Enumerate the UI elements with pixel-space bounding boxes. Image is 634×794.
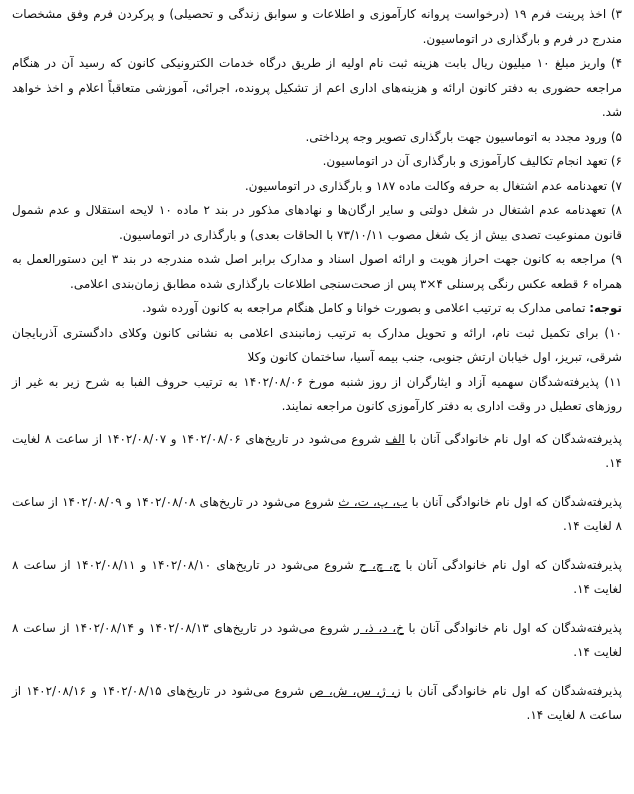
letter-group: خ، د، ذ، ر — [354, 620, 404, 635]
note-text: تمامی مدارک به ترتیب اعلامی و بصورت خوانا و کامل هنگام مراجعه به کانون آورده شود. — [142, 301, 590, 315]
schedule-row: پذیرفته‌شدگان که اول نام خانوادگی آنان با ب، پ، ت، ث شروع می‌شود در تاریخ‌های ۱۴۰۲/۰۸/۰۸ و ۱۴۰۲/۰۸/۰۹ از ساعت ۸ لغایت ۱۴. — [12, 494, 623, 533]
schedule-row: پذیرفته‌شدگان که اول نام خانوادگی آنان با الف شروع می‌شود در تاریخ‌های ۱۴۰۲/۰۸/۰۶ و ۱۴۰۲/۰۸/۰۷ از ساعت ۸ لغایت ۱۴. — [12, 431, 622, 470]
letter-group: ج، چ، ح — [359, 557, 401, 572]
letter-group: ز، ژ، س، ش، ص — [309, 683, 401, 698]
schedule-row: پذیرفته‌شدگان که اول نام خانوادگی آنان با خ، د، ذ، ر شروع می‌شود در تاریخ‌های ۱۴۰۲/۰۸/۱۳ و ۱۴۰۲/۰۸/۱۴ از ساعت ۸ لغایت ۱۴. — [12, 620, 622, 659]
item-5: ۵) ورود مجدد به اتوماسیون جهت بارگذاری تصویر وجه پرداختی. — [305, 129, 622, 144]
item-6: ۶) تعهد انجام تکالیف کارآموزی و بارگذاری آن در اتوماسیون. — [322, 154, 622, 168]
schedule-row: پذیرفته‌شدگان که اول نام خانوادگی آنان با ز، ژ، س، ش، ص شروع می‌شود در تاریخ‌های ۱۴۰۲/۰۸/۱۵ و ۱۴۰۲/۰۸/۱۶ از ساعت ۸ لغایت ۱۴. — [12, 683, 622, 722]
letter-group: ب، پ، ت، ث — [338, 494, 408, 509]
item-11: ۱۱) پذیرفته‌شدگان سهمیه آزاد و ایثارگران از روز شنبه مورخ ۱۴۰۲/۰۸/۰۶ به ترتیب حروف الفبا به شرح زیر به غیر از روزهای تعطیل در وقت اداری به دفتر کارآموزی کانون مراجعه نمایند. — [12, 374, 622, 413]
item-7: ۷) تعهدنامه عدم اشتغال به حرفه وکالت ماده ۱۸۷ و بارگذاری در اتوماسیون. — [244, 178, 622, 193]
item-8: ۸) تعهدنامه عدم اشتغال در شغل دولتی و سایر ارگان‌ها و نهادهای مذکور در بند ۲ ماده ۱۰ لایحه استقلال و عدم شمول قانون ممنوعیت تصدی بیش از یک شغل مصوب ۷۳/۱۰/۱۱ با الحاقات بعدی) و بارگذاری در اتوماسیون. — [12, 203, 622, 242]
item-3: ۳) اخذ پرینت فرم ۱۹ (درخواست پروانه کارآموزی و اطلاعات و سوابق زندگی و تحصیلی) و پرکردن فرم وفق مشخصات مندرج در فرم و بارگذاری در اتوماسیون. — [12, 7, 622, 46]
item-10: ۱۰) برای تکمیل ثبت نام، ارائه و تحویل مدارک به ترتیب زمانبندی اعلامی به نشانی کانون وکلای دادگستری آذربایجان شرقی، تبریز، اول خیابان ارتش جنوبی، جنب بیمه آسیا، ساختمان کانون وکلا — [12, 325, 622, 364]
schedule-row: پذیرفته‌شدگان که اول نام خانوادگی آنان با ج، چ، ح شروع می‌شود در تاریخ‌های ۱۴۰۲/۰۸/۱۰ و ۱۴۰۲/۰۸/۱۱ از ساعت ۸ لغایت ۱۴. — [12, 557, 622, 596]
item-4: ۴) واریز مبلغ ۱۰ میلیون ریال بابت هزینه ثبت نام اولیه از طریق درگاه خدمات الکترونیکی کانون که رسید آن در هنگام مراجعه حضوری به دفتر کانون ارائه و هزینه‌های اداری اعم از تشکیل پرونده، اجرائی، آموزشی متعاقباً اعلام و اخذ خواهد شد. — [12, 56, 623, 119]
note-label: توجه: — [589, 301, 622, 315]
item-9: ۹) مراجعه به کانون جهت احراز هویت و ارائه اصول اسناد و مدارک برابر اصل شده مندرجه در بند ۳ این دستورالعمل به همراه ۶ قطعه عکس رنگی پرسنلی ۴×۳ پس از صحت‌سنجی اطلاعات بارگذاری شده مطابق زمان‌بندی اعلامی. — [12, 252, 622, 291]
note — [12, 296, 622, 321]
letter-group: الف — [385, 431, 405, 446]
